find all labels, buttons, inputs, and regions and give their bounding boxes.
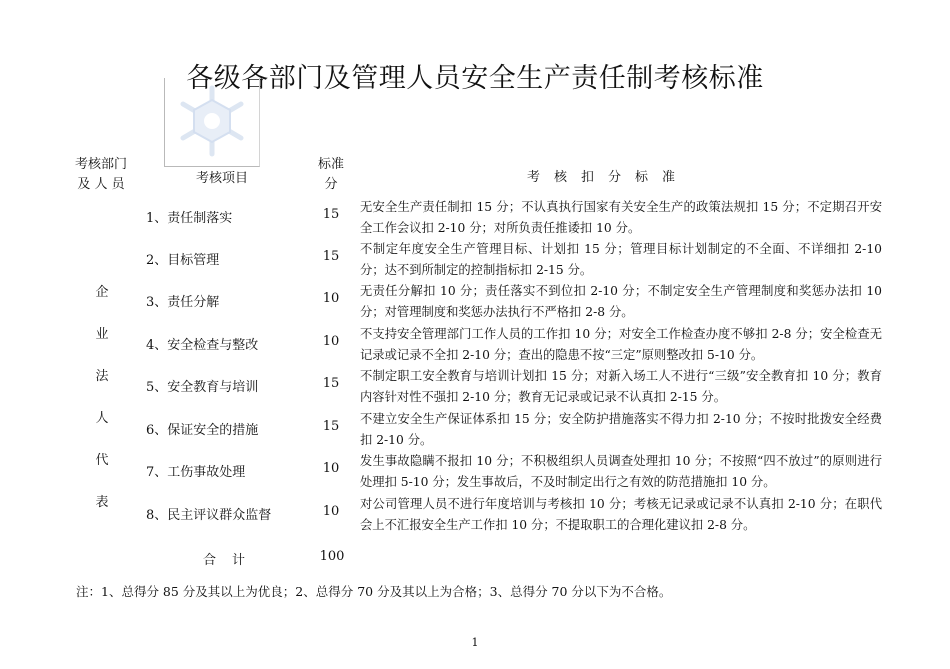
row-criteria: 对公司管理人员不进行年度培训与考核扣 10 分；考核无记录或记录不认真扣 2-10 分；在职代会上不汇报安全生产工作扣 10 分；不提取职工的合理化建议扣 2-8 分。 [360, 497, 882, 532]
table-row [0, 239, 950, 281]
row-item: 5、安全教育与培训 [146, 380, 259, 395]
row-score: 10 [322, 334, 340, 349]
row-score: 15 [322, 419, 340, 434]
row-criteria: 不支持安全管理部门工作人员的工作扣 10 分；对安全工作检查办度不够扣 2-8 分；安全检查无记录或记录不全扣 2-10 分；查出的隐患不按“三定”原则整改扣 5-10 分。 [360, 327, 882, 362]
row-criteria: 不建立安全生产保证体系扣 15 分；安全防护措施落实不得力扣 2-10 分；不按时批拨安全经费扣 2-10 分。 [360, 412, 882, 447]
dept-char: 业 [95, 327, 109, 342]
table-row [0, 451, 950, 493]
table-row [0, 324, 950, 366]
watermark-logo [164, 78, 260, 167]
footnote: 注：1、总得分 85 分及其以上为优良；2、总得分 70 分及其以上为合格；3、总得分 70 分以下为不合格。 [76, 584, 672, 599]
row-item: 3、责任分解 [146, 295, 220, 310]
row-item: 1、责任制落实 [146, 211, 233, 226]
row-item: 8、民主评议群众监督 [146, 508, 272, 523]
header-criteria: 考核扣分标准 [527, 170, 690, 185]
total-value: 100 [319, 549, 345, 564]
row-item: 6、保证安全的措施 [146, 423, 259, 438]
header-dept: 考核部门 及 人 员 [74, 157, 127, 192]
row-criteria: 不制定职工安全教育与培训计划扣 15 分；对新入场工人不进行“三级”安全教育扣 10 分；教育内容针对性不强扣 2-10 分；教育无记录或记录不认真扣 2-15 分。 [360, 369, 882, 404]
row-score: 15 [322, 207, 340, 222]
table-row [0, 197, 950, 239]
dept-char: 法 [95, 369, 109, 384]
row-item: 2、目标管理 [146, 253, 220, 268]
total-label: 合计 [203, 553, 262, 568]
row-score: 10 [322, 291, 340, 306]
row-criteria: 无责任分解扣 10 分；责任落实不到位扣 2-10 分；不制定安全生产管理制度和奖惩办法扣 10 分；对管理制度和奖惩办法执行不严格扣 2-8 分。 [360, 284, 882, 319]
row-score: 15 [322, 376, 340, 391]
row-score: 10 [322, 504, 340, 519]
document-title: 各级各部门及管理人员安全生产责任制考核标准 [186, 63, 764, 94]
snowflake-icon [173, 82, 251, 160]
row-item: 7、工伤事故处理 [146, 465, 246, 480]
row-criteria: 发生事故隐瞒不报扣 10 分；不积极组织人员调查处理扣 10 分；不按照“四不放过”的原则进行处理扣 5-10 分；发生事故后，不及时制定出行之有效的防范措施扣 10 分。 [360, 454, 882, 489]
header-score: 标准 分 [317, 157, 344, 192]
dept-char: 企 [95, 285, 109, 300]
row-criteria: 不制定年度安全生产管理目标、计划扣 15 分；管理目标计划制定的不全面、不详细扣 2-10 分；达不到所制定的控制指标扣 2-15 分。 [360, 242, 882, 277]
table-row [0, 494, 950, 536]
table-row [0, 366, 950, 408]
row-criteria: 无安全生产责任制扣 15 分；不认真执行国家有关安全生产的政策法规扣 15 分；不定期召开安全工作会议扣 2-10 分；对所负责任推诿扣 10 分。 [360, 200, 882, 235]
dept-char: 代 [95, 453, 109, 468]
header-item: 考核项目 [196, 171, 249, 186]
row-score: 15 [322, 249, 340, 264]
page-number: 1 [471, 636, 479, 649]
dept-char: 人 [95, 411, 109, 426]
row-score: 10 [322, 461, 340, 476]
row-item: 4、安全检查与整改 [146, 338, 259, 353]
table-row [0, 409, 950, 451]
dept-char: 表 [95, 495, 109, 510]
table-row [0, 281, 950, 323]
